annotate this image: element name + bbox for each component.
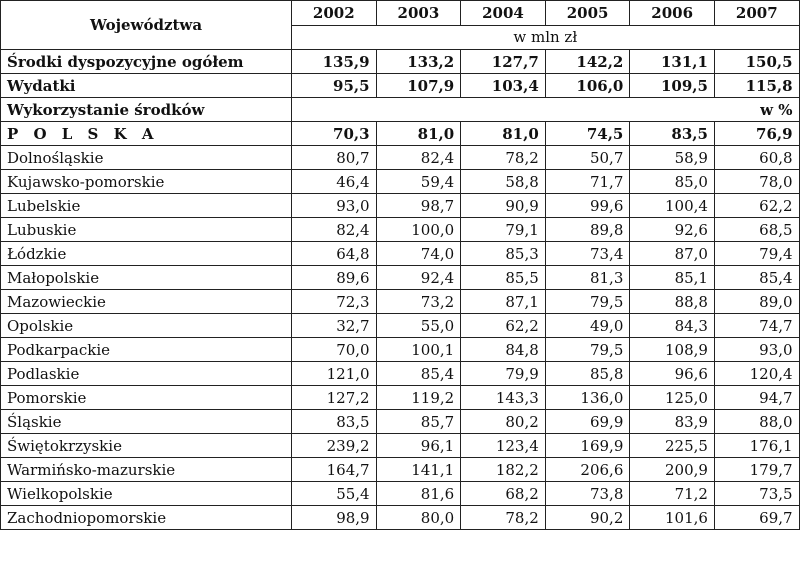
cell-value: 85,8 bbox=[545, 362, 630, 386]
cell-value: 82,4 bbox=[292, 218, 377, 242]
cell-value: 74,0 bbox=[376, 242, 461, 266]
cell-value: 73,8 bbox=[545, 482, 630, 506]
cell-value: 71,2 bbox=[630, 482, 715, 506]
table-row bbox=[1, 362, 800, 386]
cell-value: 127,2 bbox=[292, 386, 377, 410]
cell-value: 98,9 bbox=[292, 506, 377, 530]
cell-value: 62,2 bbox=[461, 314, 546, 338]
cell-value: 135,9 bbox=[292, 50, 377, 74]
unit-mln: w mln zł bbox=[292, 25, 800, 50]
cell-value: 81,6 bbox=[376, 482, 461, 506]
table-row bbox=[1, 338, 800, 362]
cell-value: 81,0 bbox=[376, 122, 461, 146]
row-label: Wydatki bbox=[1, 74, 292, 98]
cell-value: 120,4 bbox=[714, 362, 799, 386]
cell-value: 78,0 bbox=[714, 170, 799, 194]
cell-value: 85,3 bbox=[461, 242, 546, 266]
section-label: Wykorzystanie środków bbox=[1, 98, 292, 122]
cell-value: 103,4 bbox=[461, 74, 546, 98]
cell-value: 49,0 bbox=[545, 314, 630, 338]
cell-value: 79,1 bbox=[461, 218, 546, 242]
cell-value: 176,1 bbox=[714, 434, 799, 458]
cell-value: 70,3 bbox=[292, 122, 377, 146]
header-row bbox=[1, 1, 800, 26]
cell-value: 83,5 bbox=[630, 122, 715, 146]
cell-value: 32,7 bbox=[292, 314, 377, 338]
cell-value: 119,2 bbox=[376, 386, 461, 410]
cell-value: 98,7 bbox=[376, 194, 461, 218]
row-label: Śląskie bbox=[1, 410, 292, 434]
cell-value: 106,0 bbox=[545, 74, 630, 98]
cell-value: 225,5 bbox=[630, 434, 715, 458]
row-label: Świętokrzyskie bbox=[1, 434, 292, 458]
cell-value: 94,7 bbox=[714, 386, 799, 410]
row-label: Zachodniopomorskie bbox=[1, 506, 292, 530]
unit-pct: w % bbox=[292, 98, 800, 122]
cell-value: 206,6 bbox=[545, 458, 630, 482]
cell-value: 84,3 bbox=[630, 314, 715, 338]
cell-value: 131,1 bbox=[630, 50, 715, 74]
cell-value: 127,7 bbox=[461, 50, 546, 74]
cell-value: 79,4 bbox=[714, 242, 799, 266]
cell-value: 87,0 bbox=[630, 242, 715, 266]
row-label: Łódzkie bbox=[1, 242, 292, 266]
cell-value: 89,6 bbox=[292, 266, 377, 290]
cell-value: 79,5 bbox=[545, 338, 630, 362]
year-header: 2005 bbox=[545, 1, 630, 26]
cell-value: 182,2 bbox=[461, 458, 546, 482]
cell-value: 46,4 bbox=[292, 170, 377, 194]
row-label: Wielkopolskie bbox=[1, 482, 292, 506]
cell-value: 90,2 bbox=[545, 506, 630, 530]
table-row bbox=[1, 218, 800, 242]
cell-value: 76,9 bbox=[714, 122, 799, 146]
cell-value: 74,5 bbox=[545, 122, 630, 146]
section-row bbox=[1, 98, 800, 122]
cell-value: 69,9 bbox=[545, 410, 630, 434]
cell-value: 68,5 bbox=[714, 218, 799, 242]
cell-value: 55,0 bbox=[376, 314, 461, 338]
cell-value: 179,7 bbox=[714, 458, 799, 482]
cell-value: 68,2 bbox=[461, 482, 546, 506]
table-row bbox=[1, 242, 800, 266]
cell-value: 136,0 bbox=[545, 386, 630, 410]
row-label: Środki dyspozycyjne ogółem bbox=[1, 50, 292, 74]
cell-value: 121,0 bbox=[292, 362, 377, 386]
year-header: 2004 bbox=[461, 1, 546, 26]
cell-value: 85,5 bbox=[461, 266, 546, 290]
cell-value: 85,4 bbox=[376, 362, 461, 386]
year-header: 2002 bbox=[292, 1, 377, 26]
table-row bbox=[1, 290, 800, 314]
cell-value: 80,2 bbox=[461, 410, 546, 434]
cell-value: 79,9 bbox=[461, 362, 546, 386]
cell-value: 90,9 bbox=[461, 194, 546, 218]
cell-value: 83,9 bbox=[630, 410, 715, 434]
cell-value: 85,0 bbox=[630, 170, 715, 194]
cell-value: 164,7 bbox=[292, 458, 377, 482]
cell-value: 80,7 bbox=[292, 146, 377, 170]
summary-row bbox=[1, 50, 800, 74]
table-row bbox=[1, 146, 800, 170]
cell-value: 92,6 bbox=[630, 218, 715, 242]
row-label: Warmińsko-mazurskie bbox=[1, 458, 292, 482]
cell-value: 73,5 bbox=[714, 482, 799, 506]
summary-row bbox=[1, 74, 800, 98]
cell-value: 100,1 bbox=[376, 338, 461, 362]
cell-value: 59,4 bbox=[376, 170, 461, 194]
table-row bbox=[1, 194, 800, 218]
cell-value: 73,4 bbox=[545, 242, 630, 266]
cell-value: 83,5 bbox=[292, 410, 377, 434]
row-label: Podkarpackie bbox=[1, 338, 292, 362]
table-row bbox=[1, 506, 800, 530]
cell-value: 89,8 bbox=[545, 218, 630, 242]
cell-value: 107,9 bbox=[376, 74, 461, 98]
table-row bbox=[1, 482, 800, 506]
cell-value: 84,8 bbox=[461, 338, 546, 362]
cell-value: 125,0 bbox=[630, 386, 715, 410]
cell-value: 96,1 bbox=[376, 434, 461, 458]
row-label: Opolskie bbox=[1, 314, 292, 338]
table-row bbox=[1, 170, 800, 194]
cell-value: 58,8 bbox=[461, 170, 546, 194]
cell-value: 143,3 bbox=[461, 386, 546, 410]
cell-value: 82,4 bbox=[376, 146, 461, 170]
cell-value: 150,5 bbox=[714, 50, 799, 74]
header-label: Województwa bbox=[1, 1, 292, 50]
table-row bbox=[1, 434, 800, 458]
cell-value: 78,2 bbox=[461, 146, 546, 170]
cell-value: 85,4 bbox=[714, 266, 799, 290]
table-row bbox=[1, 458, 800, 482]
cell-value: 88,8 bbox=[630, 290, 715, 314]
table-row bbox=[1, 314, 800, 338]
cell-value: 100,0 bbox=[376, 218, 461, 242]
cell-value: 81,0 bbox=[461, 122, 546, 146]
cell-value: 79,5 bbox=[545, 290, 630, 314]
cell-value: 89,0 bbox=[714, 290, 799, 314]
cell-value: 58,9 bbox=[630, 146, 715, 170]
cell-value: 101,6 bbox=[630, 506, 715, 530]
cell-value: 109,5 bbox=[630, 74, 715, 98]
year-header: 2006 bbox=[630, 1, 715, 26]
row-label: Małopolskie bbox=[1, 266, 292, 290]
cell-value: 73,2 bbox=[376, 290, 461, 314]
cell-value: 133,2 bbox=[376, 50, 461, 74]
row-label: Lubuskie bbox=[1, 218, 292, 242]
cell-value: 123,4 bbox=[461, 434, 546, 458]
cell-value: 169,9 bbox=[545, 434, 630, 458]
row-label: Kujawsko-pomorskie bbox=[1, 170, 292, 194]
cell-value: 108,9 bbox=[630, 338, 715, 362]
cell-value: 78,2 bbox=[461, 506, 546, 530]
cell-value: 71,7 bbox=[545, 170, 630, 194]
cell-value: 69,7 bbox=[714, 506, 799, 530]
cell-value: 141,1 bbox=[376, 458, 461, 482]
cell-value: 50,7 bbox=[545, 146, 630, 170]
row-label: Mazowieckie bbox=[1, 290, 292, 314]
polska-row bbox=[1, 122, 800, 146]
cell-value: 100,4 bbox=[630, 194, 715, 218]
cell-value: 142,2 bbox=[545, 50, 630, 74]
cell-value: 80,0 bbox=[376, 506, 461, 530]
cell-value: 96,6 bbox=[630, 362, 715, 386]
cell-value: 115,8 bbox=[714, 74, 799, 98]
cell-value: 62,2 bbox=[714, 194, 799, 218]
year-header: 2003 bbox=[376, 1, 461, 26]
cell-value: 99,6 bbox=[545, 194, 630, 218]
cell-value: 88,0 bbox=[714, 410, 799, 434]
cell-value: 72,3 bbox=[292, 290, 377, 314]
cell-value: 74,7 bbox=[714, 314, 799, 338]
cell-value: 70,0 bbox=[292, 338, 377, 362]
table-row bbox=[1, 386, 800, 410]
row-label: Dolnośląskie bbox=[1, 146, 292, 170]
row-label: Podlaskie bbox=[1, 362, 292, 386]
cell-value: 200,9 bbox=[630, 458, 715, 482]
cell-value: 93,0 bbox=[714, 338, 799, 362]
cell-value: 55,4 bbox=[292, 482, 377, 506]
cell-value: 93,0 bbox=[292, 194, 377, 218]
cell-value: 95,5 bbox=[292, 74, 377, 98]
year-header: 2007 bbox=[714, 1, 799, 26]
cell-value: 60,8 bbox=[714, 146, 799, 170]
cell-value: 87,1 bbox=[461, 290, 546, 314]
cell-value: 85,1 bbox=[630, 266, 715, 290]
cell-value: 92,4 bbox=[376, 266, 461, 290]
row-label: Pomorskie bbox=[1, 386, 292, 410]
cell-value: 239,2 bbox=[292, 434, 377, 458]
row-label: Lubelskie bbox=[1, 194, 292, 218]
table-row bbox=[1, 410, 800, 434]
table-row bbox=[1, 266, 800, 290]
cell-value: 85,7 bbox=[376, 410, 461, 434]
cell-value: 64,8 bbox=[292, 242, 377, 266]
cell-value: 81,3 bbox=[545, 266, 630, 290]
row-label: P O L S K A bbox=[1, 122, 292, 146]
